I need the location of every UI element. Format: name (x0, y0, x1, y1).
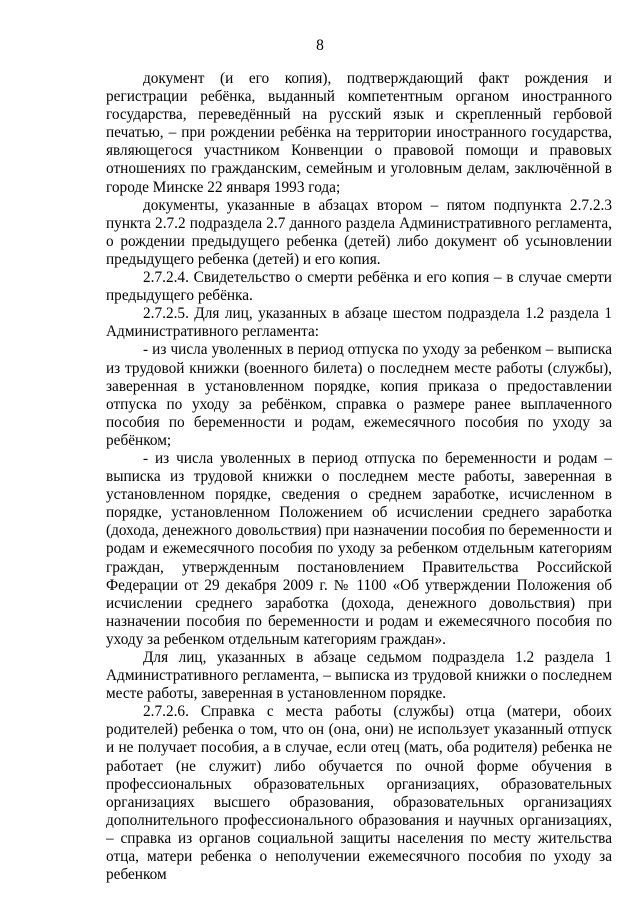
document-body (106, 70, 612, 884)
paragraph-abzac-sedmoy: Для лиц, указанных в абзаце седьмом подраздела 1.2 раздела 1 Административного регламента, – выписка из трудовой книжки о последнем месте работы, заверенная в установленном порядке. (106, 649, 612, 703)
page-number: 8 (316, 37, 324, 54)
paragraph-2-7-2-6: 2.7.2.6. Справка с места работы (службы) отца (матери, обоих родителей) ребенка о том, что он (она, они) не использует указанный отпуск и не получает пособия, а в случае, если отец (мать, оба родителя) ребенка не работает (не служит) либо обучается по очной форме обучения в профессиональных образовательных организациях, образовательных организациях высшего образования, образовательных организациях дополнительного профессионального образования и научных организациях, – справка из органов социальной защиты населения по месту жительства отца, матери ребенка о неполучении ежемесячного пособия по уходу за ребенком (106, 703, 612, 884)
paragraph-documents-abzacy: документы, указанные в абзацах втором – пятом подпункта 2.7.2.3 пункта 2.7.2 подраздела 2.7 данного раздела Административного регламента, о рождении предыдущего ребенка (детей) либо документ об усыновлении предыдущего ребенка (детей) и его копия. (106, 196, 612, 268)
paragraph-dismissed-childcare-leave: - из числа уволенных в период отпуска по уходу за ребенком – выписка из трудовой книжки (военного билета) о последнем месте работы (службы), заверенная в установленном порядке, копия приказа о предоставлении отпуска по уходу за ребёнком, справка о размере ранее выплаченного пособия по беременности и родам, ежемесячного пособия по уходу за ребёнком; (106, 341, 612, 449)
paragraph-dismissed-maternity-leave: - из числа уволенных в период отпуска по беременности и родам – выписка из трудовой книжки о последнем месте работы, заверенная в установленном порядке, сведения о среднем заработке, исчисленном в порядке, установленном Положением об исчислении среднего заработка (дохода, денежного довольствия) при назначении пособия по беременности и родам и ежемесячного пособия по уходу за ребенком отдельным категориям граждан, утвержденным постановлением Правительства Российской Федерации от 29 декабря 2009 г. № 1100 «Об утверждении Положения об исчислении среднего заработка (дохода, денежного довольствия) при назначении пособия по беременности и родам и ежемесячного пособия по уходу за ребенком отдельным категориям граждан». (106, 449, 612, 648)
paragraph-birth-registration-document: документ (и его копия), подтверждающий факт рождения и регистрации ребёнка, выданный компетентным органом иностранного государства, переведённый на русский язык и скрепленный гербовой печатью, – при рождении ребёнка на территории иностранного государства, являющегося участником Конвенции о правовой помощи и правовых отношениях по гражданским, семейным и уголовным делам, заключённой в городе Минске 22 января 1993 года; (106, 70, 612, 196)
paragraph-2-7-2-4: 2.7.2.4. Свидетельство о смерти ребёнка и его копия – в случае смерти предыдущего ребёнка. (106, 269, 612, 305)
paragraph-2-7-2-5: 2.7.2.5. Для лиц, указанных в абзаце шестом подраздела 1.2 раздела 1 Административного регламента: (106, 305, 612, 341)
